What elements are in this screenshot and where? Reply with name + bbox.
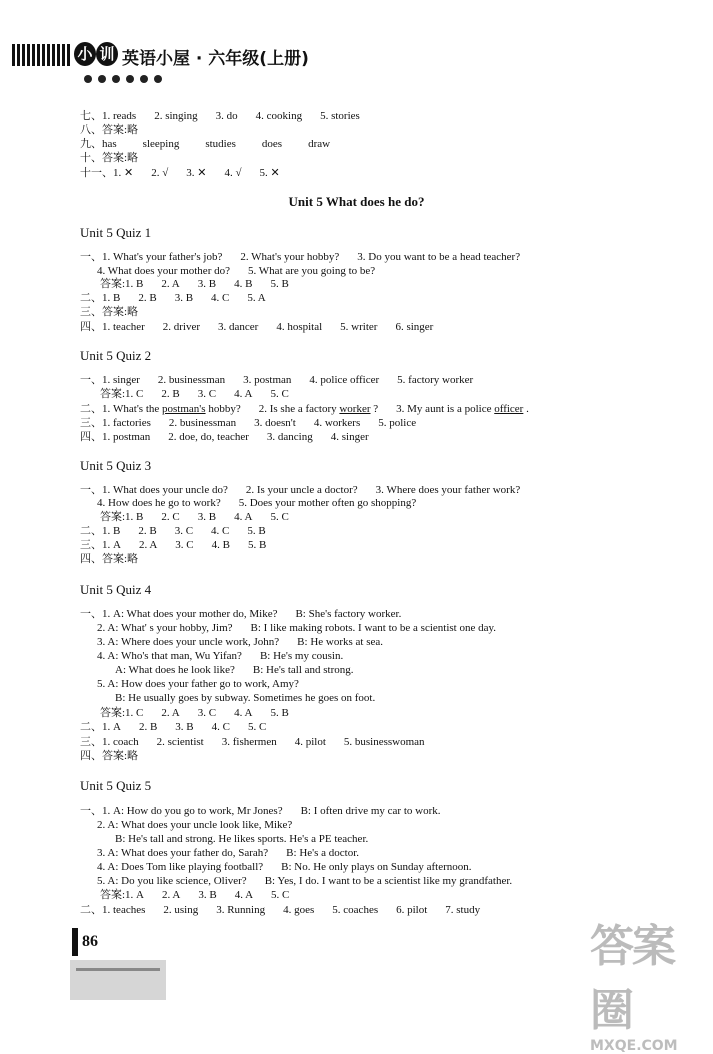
quiz-2-line: 一、1. singer 2. businessman 3. postman 4. police officer 5. factory worker [80, 374, 474, 386]
quiz-4-line: 3. A: Where does your uncle work, John? B: He works at sea. [97, 636, 384, 648]
quiz-3-title: Unit 5 Quiz 3 [80, 458, 152, 473]
quiz-4-line: 一、1. A: What does your mother do, Mike? B: She's factory worker. [80, 608, 402, 620]
quiz-4-line: B: He usually goes by subway. Sometimes he goes on foot. [115, 692, 376, 704]
quiz-5-line: 4. A: Does Tom like playing football? B: No. He only plays on Sunday afternoon. [97, 861, 472, 873]
quiz-3-line: 四、答案:略 [80, 553, 139, 565]
watermark-url: MXQE.COM [590, 1038, 678, 1054]
quiz-5-title: Unit 5 Quiz 5 [80, 778, 152, 793]
quiz-2-line: 四、1. postman 2. doe, do, teacher 3. dancing 4. singer [80, 431, 369, 443]
quiz-4-line: 2. A: What' s your hobby, Jim? B: I like making robots. I want to be a scientist one day. [97, 622, 497, 634]
quiz-1-line: 4. What does your mother do? 5. What are you going to be? [97, 265, 376, 277]
quiz-5-line: 2. A: What does your uncle look like, Mike? [97, 819, 293, 831]
quiz-5-line: 答案:1. A 2. A 3. B 4. A 5. C [100, 889, 290, 901]
quiz-1-line: 四、1. teacher 2. driver 3. dancer 4. hospital 5. writer 6. singer [80, 321, 434, 333]
quiz-4-title: Unit 5 Quiz 4 [80, 582, 152, 597]
watermark-text: 答案圈 [590, 921, 674, 1036]
section-9-line: 九、has sleeping studies does draw [80, 138, 331, 150]
quiz-3-line: 4. How does he go to work? 5. Does your mother often go shopping? [97, 497, 417, 509]
section-8-line: 八、答案:略 [80, 124, 139, 136]
quiz-3-line: 一、1. What does your uncle do? 2. Is your uncle a doctor? 3. Where does your father work? [80, 484, 521, 496]
quiz-4-line: 4. A: Who's that man, Wu Yifan? B: He's my cousin. [97, 650, 344, 662]
quiz-4-line: 5. A: How does your father go to work, Amy? [97, 678, 299, 690]
quiz-4-line: A: What does he look like? B: He's tall and strong. [115, 664, 354, 676]
footer-decoration [70, 960, 166, 1000]
quiz-1-line: 三、答案:略 [80, 306, 139, 318]
watermark-logo [590, 910, 710, 1054]
quiz-1-line: 二、1. B 2. B 3. B 4. C 5. A [80, 292, 266, 304]
quiz-2-line: 二、1. What's the postman's hobby? 2. Is she a factory worker ? 3. My aunt is a police officer . [80, 403, 529, 415]
quiz-2-line: 三、1. factories 2. businessman 3. doesn't 4. workers 5. police [80, 417, 417, 429]
header-dots-decoration [84, 70, 168, 80]
header-bars-decoration [12, 44, 70, 66]
section-11-line: 十一、1. ✕ 2. √ 3. ✕ 4. √ 5. ✕ [80, 167, 280, 179]
quiz-1-line: 答案:1. B 2. A 3. B 4. B 5. B [100, 278, 289, 290]
quiz-5-line: 3. A: What does your father do, Sarah? B: He's a doctor. [97, 847, 360, 859]
section-7-line: 七、1. reads 2. singing 3. do 4. cooking 5. stories [80, 110, 360, 122]
quiz-5-line: B: He's tall and strong. He likes sports. He's a PE teacher. [115, 833, 369, 845]
quiz-4-line: 三、1. coach 2. scientist 3. fishermen 4. pilot 5. businesswoman [80, 736, 425, 748]
quiz-2-title: Unit 5 Quiz 2 [80, 348, 152, 363]
page-number: 86 [72, 928, 120, 956]
page-header [12, 40, 412, 80]
book-title: 英语小屋 · 六年级(上册) [122, 49, 309, 69]
header-logo-mark: 训 [96, 42, 118, 66]
quiz-5-line: 二、1. teaches 2. using 3. Running 4. goes 5. coaches 6. pilot 7. study [80, 904, 481, 916]
quiz-4-line: 答案:1. C 2. A 3. C 4. A 5. B [100, 707, 289, 719]
header-logo-mark: 小 [74, 42, 96, 66]
quiz-1-line: 一、1. What's your father's job? 2. What's your hobby? 3. Do you want to be a head teacher? [80, 251, 521, 263]
quiz-5-line: 5. A: Do you like science, Oliver? B: Yes, I do. I want to be a scientist like my grandfather. [97, 875, 513, 887]
quiz-2-line: 答案:1. C 2. B 3. C 4. A 5. C [100, 388, 289, 400]
section-10-line: 十、答案:略 [80, 152, 139, 164]
quiz-3-line: 三、1. A 2. A 3. C 4. B 5. B [80, 539, 267, 551]
unit-title: Unit 5 What does he do? [288, 194, 425, 209]
quiz-4-line: 四、答案:略 [80, 750, 139, 762]
quiz-1-title: Unit 5 Quiz 1 [80, 225, 152, 240]
quiz-3-line: 答案:1. B 2. C 3. B 4. A 5. C [100, 511, 289, 523]
quiz-3-line: 二、1. B 2. B 3. C 4. C 5. B [80, 525, 266, 537]
quiz-4-line: 二、1. A 2. B 3. B 4. C 5. C [80, 721, 267, 733]
quiz-5-line: 一、1. A: How do you go to work, Mr Jones? B: I often drive my car to work. [80, 805, 441, 817]
